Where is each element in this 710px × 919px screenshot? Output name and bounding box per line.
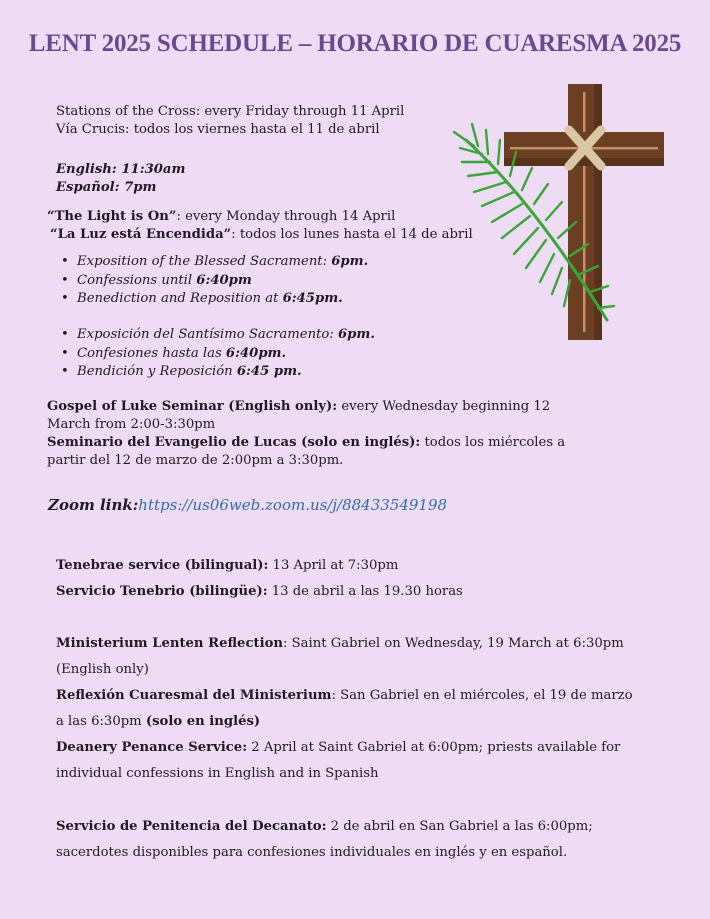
gospel-line-en-1: Gospel of Luke Seminar (English only): every Wednesday beginning 12 (47, 399, 551, 414)
gospel-title-en: Gospel of Luke Seminar (English only): (47, 399, 338, 414)
gospel-line-en-2: March from 2:00-3:30pm (47, 417, 216, 432)
list-item: • Exposición del Santísimo Sacramento: 6pm. (47, 326, 375, 345)
ministerium-section (56, 631, 656, 787)
zoom-line (48, 496, 447, 514)
zoom-link[interactable]: https://us06web.zoom.us/j/88433549198 (138, 496, 448, 514)
gospel-line-es-2: partir del 12 de marzo de 2:00pm a 3:30pm. (47, 453, 344, 468)
stations-spanish-time (56, 179, 156, 197)
cross-with-palm-icon (452, 80, 667, 345)
ministerium-line-es-1: Reflexión Cuaresmal del Ministerium: San Gabriel en el miércoles, el 19 de marzo (56, 688, 633, 703)
tenebrae-line-es: Servicio Tenebrio (bilingüe): 13 de abril a las 19.30 horas (56, 584, 463, 599)
list-item: • Exposition of the Blessed Sacrament: 6pm. (47, 253, 368, 272)
light-title-en: “The Light is On” (47, 209, 177, 224)
stations-english-label: English (56, 162, 112, 177)
light-title-es: “La Luz está Encendida” (50, 227, 232, 242)
light-desc-en: : every Monday through 14 April (176, 209, 396, 224)
stations-line-es: Vía Crucis: todos los viernes hasta el 11 de abril (56, 122, 380, 137)
deanery-line-en-1: Deanery Penance Service: 2 April at Saint Gabriel at 6:00pm; priests available for (56, 740, 621, 755)
gospel-line-es-1: Seminario del Evangelio de Lucas (solo en inglés): todos los miércoles a (47, 435, 566, 450)
light-list-en (47, 253, 368, 309)
ministerium-line-en-1: Ministerium Lenten Reflection: Saint Gabriel on Wednesday, 19 March at 6:30pm (56, 636, 624, 651)
light-desc-es: : todos los lunes hasta el 14 de abril (231, 227, 473, 242)
list-item: • Confessions until 6:40pm (47, 272, 368, 291)
stations-line-en: Stations of the Cross: every Friday through 11 April (56, 104, 405, 119)
stations-spanish-label: Español (56, 180, 115, 195)
deanery-es-section (56, 814, 656, 866)
light-list-es (47, 326, 375, 382)
stations-english-value: : 11:30am (111, 162, 186, 177)
tenebrae-line-en: Tenebrae service (bilingual): 13 April at 7:30pm (56, 558, 399, 573)
list-item: • Bendición y Reposición 6:45 pm. (47, 363, 375, 382)
deanery-line-en-2: individual confessions in English and in Spanish (56, 766, 379, 781)
deanery-line-es-1: Servicio de Penitencia del Decanato: 2 de abril en San Gabriel a las 6:00pm; (56, 819, 593, 834)
deanery-line-es-2: sacerdotes disponibles para confesiones individuales en inglés y en español. (56, 845, 568, 860)
ministerium-line-en-2: (English only) (56, 662, 149, 677)
tenebrae-section (56, 553, 656, 605)
light-line-en (47, 208, 395, 226)
zoom-label: Zoom link: (48, 496, 139, 514)
list-item: • Confesiones hasta las 6:40pm. (47, 345, 375, 364)
stations-spanish-value: : 7pm (114, 180, 157, 195)
ministerium-line-es-2: a las 6:30pm (solo en inglés) (56, 714, 261, 729)
list-item: • Benediction and Reposition at 6:45pm. (47, 290, 368, 309)
page-title: LENT 2025 SCHEDULE – HORARIO DE CUARESMA 2025 (28, 30, 682, 57)
light-line-es (50, 226, 473, 244)
stations-english-time (56, 161, 185, 179)
gospel-title-es: Seminario del Evangelio de Lucas (solo en inglés): (47, 435, 421, 450)
